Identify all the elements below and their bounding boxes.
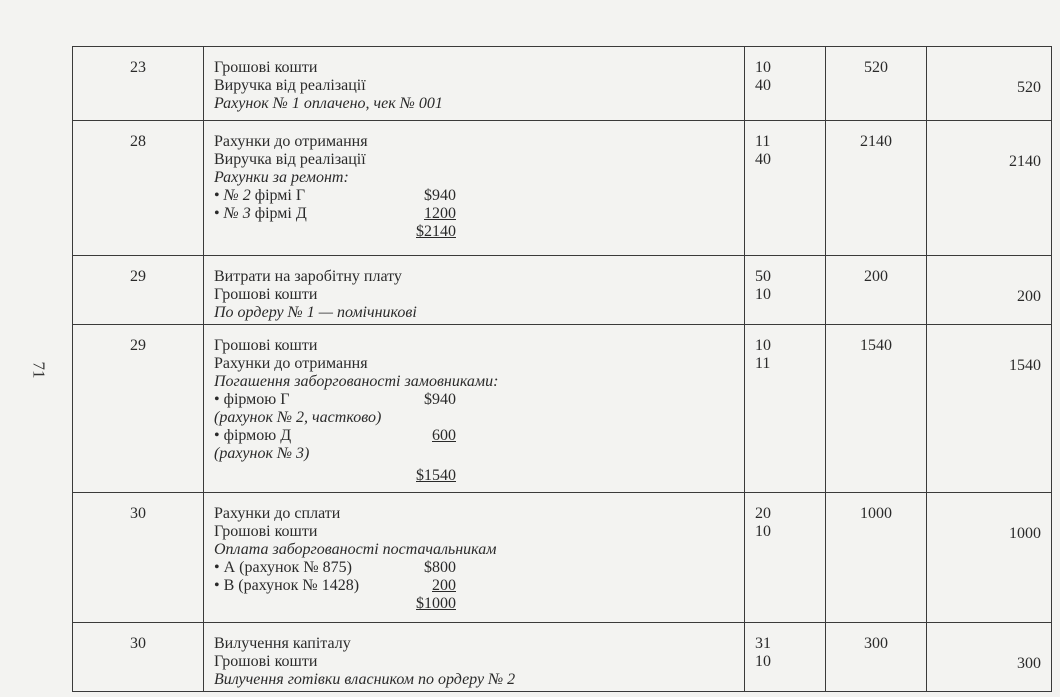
account-numbers (745, 325, 826, 493)
entry-date: 29 (73, 256, 204, 325)
detail-line (214, 559, 734, 577)
entry-memo: Вилучення готівки власником по ордеру № 2 (214, 671, 516, 688)
credit-amount: 200 (1017, 288, 1041, 305)
detail-line (214, 391, 734, 409)
credit-account-name: Рахунки до отримання (214, 355, 368, 372)
credit-account-name: Виручка від реалізації (214, 151, 366, 168)
entry-date: 29 (73, 325, 204, 493)
credit-account-number: 10 (755, 523, 771, 540)
detail-amount: $940 (424, 391, 456, 408)
credit-amount: 300 (1017, 655, 1041, 672)
credit-amount: 520 (1017, 79, 1041, 96)
entry-memo: Рахунки за ремонт: (214, 169, 349, 186)
detail-label: • фірмою Г (214, 391, 290, 408)
debit-amount: 1540 (826, 325, 927, 493)
journal-row (73, 623, 1052, 692)
detail-amount: 600 (432, 427, 456, 444)
detail-label: • фірмою Д (214, 427, 292, 444)
entry-memo: Оплата заборгованості постачальникам (214, 541, 497, 558)
detail-amount: 1200 (424, 205, 456, 222)
entry-description (204, 47, 745, 121)
journal-table (72, 46, 1052, 692)
detail-label: (рахунок № 3) (214, 445, 310, 462)
debit-amount: 1000 (826, 493, 927, 623)
credit-account-name: Грошові кошти (214, 523, 318, 540)
detail-total (214, 595, 734, 613)
detail-label: (рахунок № 2, частково) (214, 409, 382, 426)
detail-line (214, 427, 734, 445)
detail-note (214, 409, 734, 427)
credit-amount: 1540 (1009, 357, 1041, 374)
credit-cell (927, 47, 1052, 121)
entry-date: 30 (73, 623, 204, 692)
entry-date: 23 (73, 47, 204, 121)
credit-account-name: Грошові кошти (214, 286, 318, 303)
account-numbers (745, 256, 826, 325)
bullet-icon: • (214, 187, 220, 204)
total-amount: $2140 (416, 223, 456, 240)
entry-description (204, 623, 745, 692)
bullet-icon: • (214, 205, 220, 222)
credit-account-name: Виручка від реалізації (214, 77, 366, 94)
account-numbers (745, 47, 826, 121)
detail-label: фірмі Д (250, 205, 307, 222)
journal-row (73, 325, 1052, 493)
credit-amount: 2140 (1009, 153, 1041, 170)
debit-account-number: 50 (755, 268, 771, 285)
debit-amount: 200 (826, 256, 927, 325)
credit-cell (927, 493, 1052, 623)
credit-cell (927, 256, 1052, 325)
debit-account-name: Грошові кошти (214, 59, 318, 76)
credit-account-number: 10 (755, 286, 771, 303)
detail-amount: 200 (432, 577, 456, 594)
total-amount: $1540 (416, 467, 456, 484)
debit-account-name: Рахунки до сплати (214, 505, 341, 522)
debit-amount: 520 (826, 47, 927, 121)
credit-account-number: 10 (755, 653, 771, 670)
credit-account-name: Грошові кошти (214, 653, 318, 670)
debit-account-name: Рахунки до отримання (214, 133, 368, 150)
debit-amount: 2140 (826, 121, 927, 256)
entry-memo: По ордеру № 1 — помічникові (214, 304, 417, 321)
credit-cell (927, 623, 1052, 692)
debit-account-number: 10 (755, 59, 771, 76)
detail-amount: $940 (424, 187, 456, 204)
detail-line (214, 205, 734, 223)
entry-description (204, 493, 745, 623)
journal-row (73, 493, 1052, 623)
detail-amount: $800 (424, 559, 456, 576)
detail-total (214, 223, 734, 241)
detail-label: • В (рахунок № 1428) (214, 577, 360, 594)
credit-cell (927, 325, 1052, 493)
entry-description (204, 121, 745, 256)
page-number: 71 (29, 361, 49, 379)
debit-account-number: 31 (755, 635, 771, 652)
debit-account-number: 11 (755, 133, 771, 150)
credit-account-number: 40 (755, 151, 771, 168)
journal-row (73, 256, 1052, 325)
entry-description (204, 256, 745, 325)
detail-line (214, 577, 734, 595)
debit-account-name: Вилучення капіталу (214, 635, 351, 652)
total-amount: $1000 (416, 595, 456, 612)
detail-line (214, 187, 734, 205)
credit-account-number: 40 (755, 77, 771, 94)
detail-label: • А (рахунок № 875) (214, 559, 352, 576)
credit-cell (927, 121, 1052, 256)
entry-date: 30 (73, 493, 204, 623)
debit-account-number: 20 (755, 505, 771, 522)
debit-account-name: Грошові кошти (214, 337, 318, 354)
journal-row (73, 47, 1052, 121)
invoice-number: № 3 (223, 205, 251, 222)
account-numbers (745, 493, 826, 623)
account-numbers (745, 121, 826, 256)
debit-amount: 300 (826, 623, 927, 692)
detail-total (214, 467, 734, 485)
debit-account-name: Витрати на заробітну плату (214, 268, 402, 285)
invoice-number: № 2 (223, 187, 251, 204)
entry-memo: Погашення заборгованості замовниками: (214, 373, 499, 390)
debit-account-number: 10 (755, 337, 771, 354)
account-numbers (745, 623, 826, 692)
entry-date: 28 (73, 121, 204, 256)
detail-label: фірмі Г (250, 187, 306, 204)
credit-account-number: 11 (755, 355, 771, 372)
detail-note (214, 445, 734, 463)
entry-memo: Рахунок № 1 оплачено, чек № 001 (214, 95, 443, 112)
credit-amount: 1000 (1009, 525, 1041, 542)
journal-row (73, 121, 1052, 256)
entry-description (204, 325, 745, 493)
